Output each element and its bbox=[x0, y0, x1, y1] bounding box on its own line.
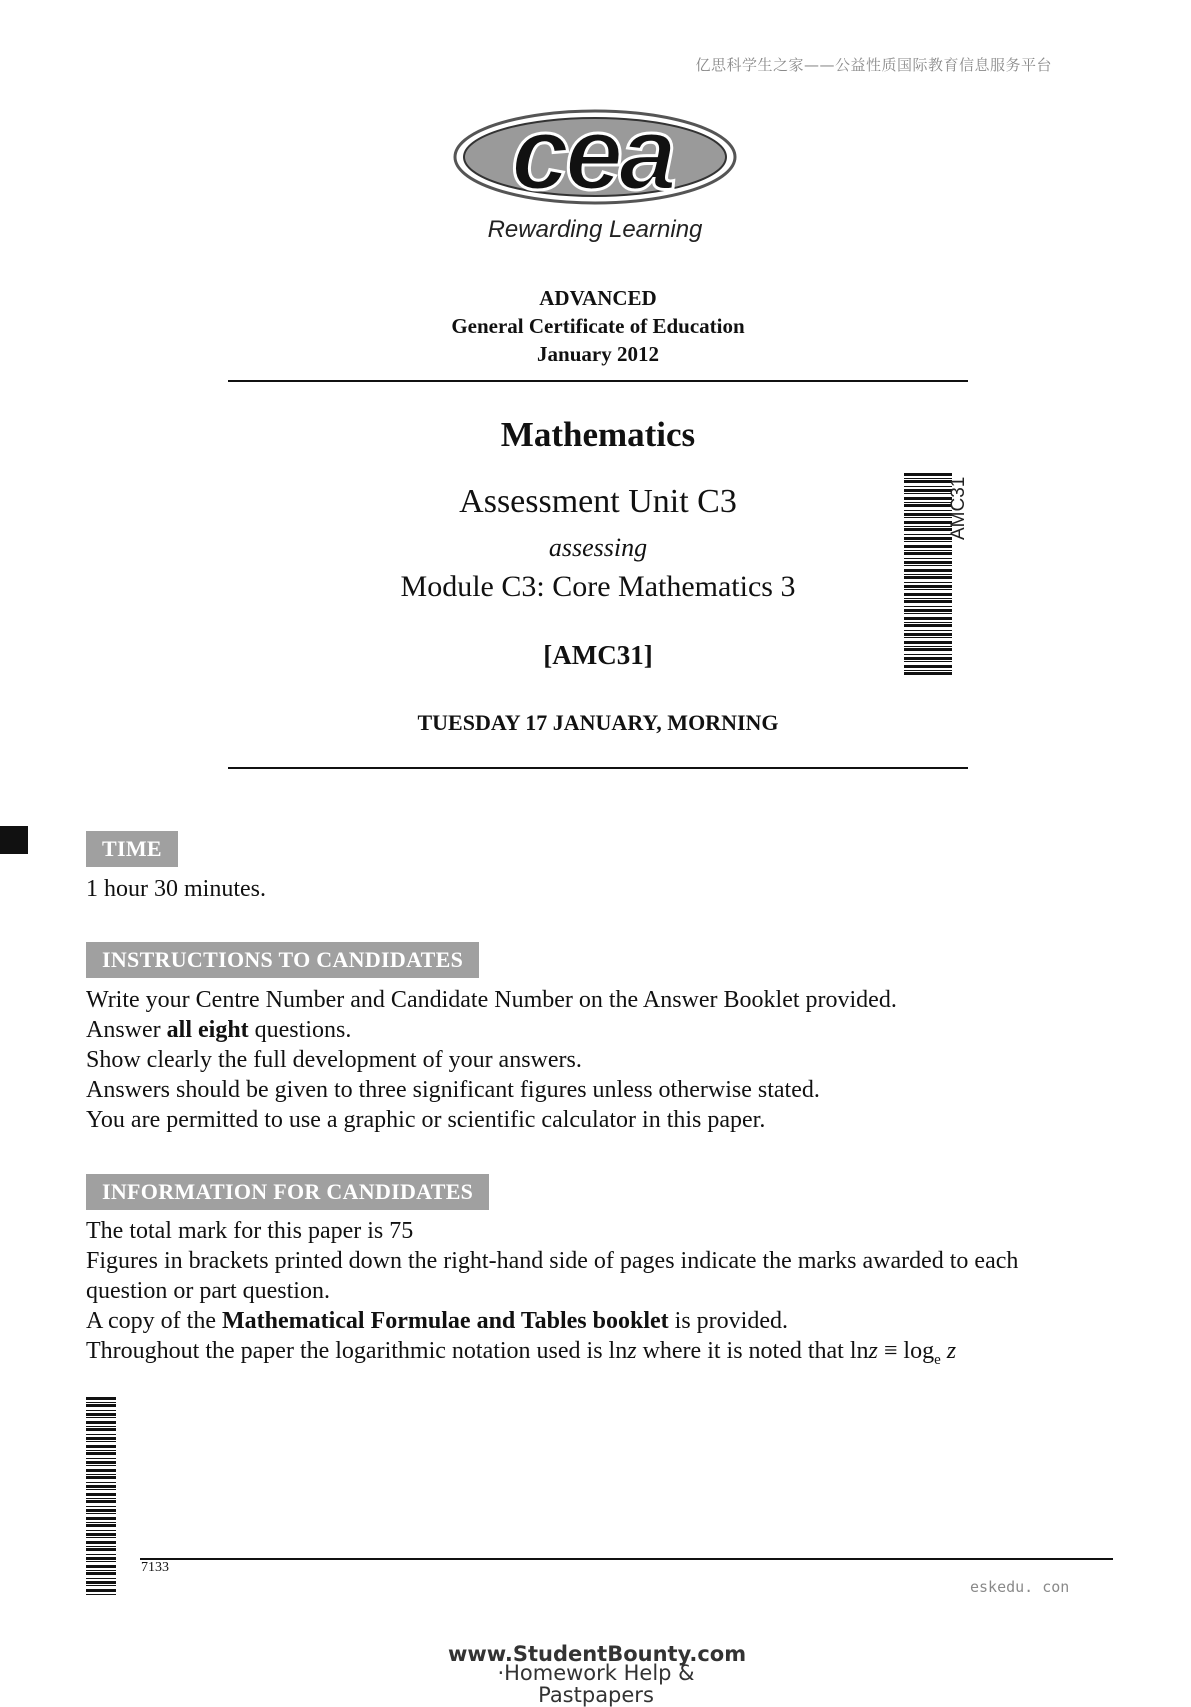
barcode-bar bbox=[86, 1437, 116, 1440]
barcode-bar bbox=[86, 1469, 116, 1472]
barcode-bar bbox=[904, 576, 952, 579]
instruction-line: Answer all eight questions. bbox=[86, 1017, 352, 1043]
barcode-bar bbox=[86, 1546, 116, 1547]
barcode-bar bbox=[86, 1524, 116, 1527]
barcode-bar bbox=[86, 1500, 116, 1503]
information-list bbox=[86, 1216, 1018, 1375]
barcode-bar bbox=[86, 1517, 116, 1520]
svg-text:cea: cea bbox=[511, 105, 673, 212]
barcode-bar bbox=[904, 513, 952, 516]
barcode-bar bbox=[904, 657, 952, 660]
barcode-bar bbox=[86, 1417, 116, 1418]
instructions-list bbox=[86, 985, 897, 1135]
studentbounty-tagline: ·Homework Help & Pastpapers bbox=[497, 1661, 695, 1707]
barcode-bar bbox=[904, 541, 952, 542]
barcode-bar bbox=[86, 1441, 116, 1442]
barcode-bar bbox=[86, 1548, 116, 1551]
barcode-bar bbox=[86, 1397, 116, 1400]
barcode-bar bbox=[904, 473, 952, 476]
eskedu-watermark: eskedu. con bbox=[970, 1578, 1070, 1596]
barcode-bar bbox=[904, 600, 952, 603]
barcode-bar bbox=[904, 654, 952, 655]
barcode-bar bbox=[904, 609, 952, 612]
barcode-bar bbox=[86, 1404, 116, 1407]
barcode-bar bbox=[86, 1554, 116, 1555]
paper-code: [AMC31] bbox=[543, 640, 653, 670]
instruction-line: Answers should be given to three significant figures unless otherwise stated. bbox=[86, 1077, 820, 1103]
barcode-bar bbox=[86, 1537, 116, 1538]
barcode-bar bbox=[86, 1572, 116, 1575]
paper-subject: Mathematics bbox=[500, 415, 696, 454]
barcode-bar bbox=[86, 1426, 116, 1427]
series-heading: January 2012 bbox=[537, 342, 659, 366]
page-code: 7133 bbox=[141, 1560, 169, 1575]
barcode-bar bbox=[86, 1581, 116, 1584]
barcode-bar bbox=[86, 1585, 116, 1586]
barcode-bar bbox=[86, 1458, 116, 1459]
barcode-bar bbox=[86, 1474, 116, 1475]
barcode-bar bbox=[904, 589, 952, 590]
instruction-line: Write your Centre Number and Candidate Number on the Answer Booklet provided. bbox=[86, 987, 897, 1013]
barcode-bar bbox=[904, 493, 952, 494]
barcode-bar bbox=[86, 1421, 116, 1424]
barcode-bar bbox=[86, 1465, 116, 1466]
barcode-bar bbox=[904, 502, 952, 503]
barcode-bar bbox=[86, 1482, 116, 1483]
time-heading: TIME bbox=[86, 831, 178, 867]
barcode-label: AMC31 bbox=[948, 476, 969, 540]
barcode-bar bbox=[904, 574, 952, 575]
instructions-heading: INSTRUCTIONS TO CANDIDATES bbox=[86, 942, 479, 978]
barcode-bar bbox=[904, 630, 952, 631]
barcode-bar bbox=[904, 593, 952, 596]
barcode-bar bbox=[904, 622, 952, 623]
barcode-bar bbox=[86, 1565, 116, 1568]
barcode-bar bbox=[904, 550, 952, 551]
header-rule bbox=[228, 380, 968, 382]
barcode-bar bbox=[904, 517, 952, 518]
paper-barcode bbox=[904, 473, 952, 678]
barcode-bar bbox=[904, 558, 952, 559]
barcode-bar bbox=[86, 1533, 116, 1536]
barcode-bar bbox=[86, 1476, 116, 1479]
barcode-bar bbox=[86, 1530, 116, 1531]
barcode-bar bbox=[904, 480, 952, 483]
barcode-bar bbox=[86, 1402, 116, 1403]
instruction-line: You are permitted to use a graphic or scientific calculator in this paper. bbox=[86, 1107, 766, 1133]
barcode-bar bbox=[904, 613, 952, 614]
barcode-bar bbox=[904, 528, 952, 531]
barcode-bar bbox=[86, 1589, 116, 1592]
studentbounty-url: www.StudentBounty.com bbox=[448, 1642, 747, 1666]
barcode-bar bbox=[904, 637, 952, 638]
barcode-bar bbox=[86, 1522, 116, 1523]
barcode-bar bbox=[904, 537, 952, 540]
page-barcode bbox=[86, 1397, 116, 1595]
top-watermark: 亿思科学生之家——公益性质国际教育信息服务平台 bbox=[695, 56, 1052, 74]
barcode-bar bbox=[904, 606, 952, 607]
barcode-bar bbox=[904, 534, 952, 535]
barcode-bar bbox=[904, 478, 952, 479]
barcode-bar bbox=[86, 1570, 116, 1571]
barcode-bar bbox=[86, 1493, 116, 1496]
barcode-bar bbox=[904, 646, 952, 647]
barcode-bar bbox=[904, 504, 952, 507]
barcode-bar bbox=[904, 624, 952, 627]
barcode-bar bbox=[904, 561, 952, 564]
qualification-heading: General Certificate of Education bbox=[451, 314, 745, 338]
barcode-bar bbox=[86, 1461, 116, 1464]
logo-tagline: Rewarding Learning bbox=[487, 216, 703, 243]
information-line: Throughout the paper the logarithmic notation used is lnz where it is noted that $\ln z \equiv \log_e z$ bbox=[86, 1338, 957, 1368]
barcode-bar bbox=[86, 1541, 116, 1544]
barcode-bar bbox=[904, 486, 952, 487]
barcode-bar bbox=[904, 510, 952, 511]
information-heading: INFORMATION FOR CANDIDATES bbox=[86, 1174, 489, 1210]
information-line: Figures in brackets printed down the right-hand side of pages indicate the marks awarded to each bbox=[86, 1248, 1019, 1274]
barcode-bar bbox=[904, 526, 952, 527]
barcode-bar bbox=[904, 633, 952, 636]
barcode-bar bbox=[904, 545, 952, 548]
time-value: 1 hour 30 minutes. bbox=[86, 876, 266, 902]
barcode-bar bbox=[904, 582, 952, 583]
barcode-bar bbox=[86, 1557, 116, 1560]
barcode-bar bbox=[904, 648, 952, 651]
information-line: The total mark for this paper is 75 bbox=[86, 1218, 414, 1244]
instruction-line: Show clearly the full development of your answers. bbox=[86, 1047, 582, 1073]
barcode-bar bbox=[904, 552, 952, 555]
barcode-bar bbox=[904, 569, 952, 572]
cea-logo-mark bbox=[440, 105, 750, 215]
barcode-bar bbox=[86, 1445, 116, 1448]
barcode-bar bbox=[904, 665, 952, 668]
barcode-bar bbox=[86, 1452, 116, 1455]
barcode-bar bbox=[86, 1450, 116, 1451]
barcode-bar bbox=[86, 1410, 116, 1411]
session-rule bbox=[228, 767, 968, 769]
barcode-bar bbox=[904, 641, 952, 644]
barcode-bar bbox=[904, 585, 952, 588]
barcode-bar bbox=[86, 1509, 116, 1512]
barcode-bar bbox=[86, 1578, 116, 1579]
paper-session: TUESDAY 17 JANUARY, MORNING bbox=[417, 710, 779, 735]
footer-rule bbox=[140, 1558, 1113, 1560]
barcode-bar bbox=[86, 1506, 116, 1507]
barcode-bar bbox=[904, 617, 952, 620]
barcode-bar bbox=[86, 1513, 116, 1514]
barcode-bar bbox=[904, 489, 952, 492]
barcode-bar bbox=[86, 1498, 116, 1499]
paper-assessing: assessing bbox=[548, 533, 648, 562]
barcode-bar bbox=[86, 1594, 116, 1595]
barcode-bar bbox=[86, 1434, 116, 1435]
barcode-bar bbox=[86, 1413, 116, 1416]
barcode-bar bbox=[904, 670, 952, 671]
barcode-bar bbox=[904, 598, 952, 599]
barcode-bar bbox=[904, 565, 952, 566]
barcode-bar bbox=[904, 661, 952, 662]
level-heading: ADVANCED bbox=[539, 286, 657, 310]
paper-unit: Assessment Unit C3 bbox=[459, 483, 737, 520]
information-line: question or part question. bbox=[86, 1278, 330, 1304]
barcode-bar bbox=[86, 1561, 116, 1562]
barcode-bar bbox=[904, 672, 952, 675]
paper-module: Module C3: Core Mathematics 3 bbox=[400, 570, 796, 603]
barcode-bar bbox=[86, 1428, 116, 1431]
information-line: A copy of the Mathematical Formulae and Tables booklet is provided. bbox=[86, 1308, 788, 1334]
barcode-bar bbox=[86, 1489, 116, 1490]
barcode-bar bbox=[904, 497, 952, 500]
barcode-bar bbox=[904, 521, 952, 524]
barcode-bar bbox=[86, 1485, 116, 1488]
registration-mark bbox=[0, 826, 28, 854]
